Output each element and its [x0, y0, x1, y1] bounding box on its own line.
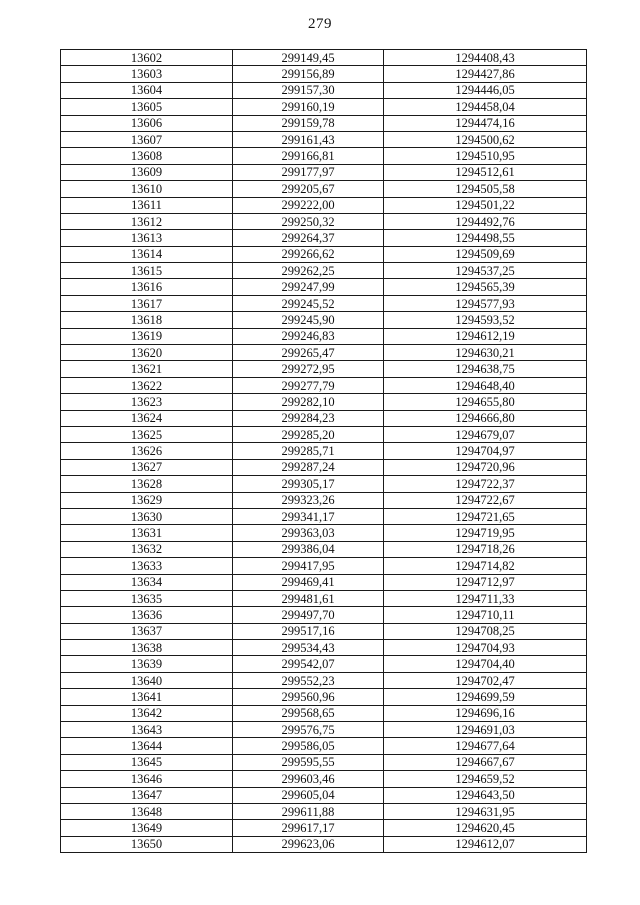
x-coordinate-cell: 299517,16 — [233, 623, 384, 639]
x-coordinate-cell: 299305,17 — [233, 476, 384, 492]
y-coordinate-cell: 1294643,50 — [384, 787, 587, 803]
page-number: 279 — [308, 16, 332, 32]
table-row — [61, 820, 587, 836]
point-number-cell: 13619 — [61, 328, 233, 344]
table-row — [61, 328, 587, 344]
x-coordinate-cell: 299284,23 — [233, 410, 384, 426]
y-coordinate-cell: 1294631,95 — [384, 803, 587, 819]
y-coordinate-cell: 1294722,67 — [384, 492, 587, 508]
table-row — [61, 197, 587, 213]
coordinates-table — [60, 49, 587, 853]
y-coordinate-cell: 1294630,21 — [384, 345, 587, 361]
x-coordinate-cell: 299250,32 — [233, 213, 384, 229]
x-coordinate-cell: 299157,30 — [233, 82, 384, 98]
x-coordinate-cell: 299160,19 — [233, 99, 384, 115]
table-row — [61, 50, 587, 66]
table-row — [61, 345, 587, 361]
table-row — [61, 361, 587, 377]
table-row — [61, 525, 587, 541]
point-number-cell: 13620 — [61, 345, 233, 361]
y-coordinate-cell: 1294648,40 — [384, 377, 587, 393]
y-coordinate-cell: 1294711,33 — [384, 590, 587, 606]
x-coordinate-cell: 299287,24 — [233, 459, 384, 475]
point-number-cell: 13612 — [61, 213, 233, 229]
x-coordinate-cell: 299247,99 — [233, 279, 384, 295]
x-coordinate-cell: 299623,06 — [233, 836, 384, 852]
table-row — [61, 803, 587, 819]
x-coordinate-cell: 299272,95 — [233, 361, 384, 377]
point-number-cell: 13639 — [61, 656, 233, 672]
table-row — [61, 558, 587, 574]
x-coordinate-cell: 299264,37 — [233, 230, 384, 246]
x-coordinate-cell: 299386,04 — [233, 541, 384, 557]
y-coordinate-cell: 1294677,64 — [384, 738, 587, 754]
coordinates-table-body — [61, 50, 587, 853]
y-coordinate-cell: 1294501,22 — [384, 197, 587, 213]
y-coordinate-cell: 1294696,16 — [384, 705, 587, 721]
y-coordinate-cell: 1294659,52 — [384, 771, 587, 787]
x-coordinate-cell: 299568,65 — [233, 705, 384, 721]
table-row — [61, 66, 587, 82]
table-row — [61, 99, 587, 115]
point-number-cell: 13614 — [61, 246, 233, 262]
point-number-cell: 13608 — [61, 148, 233, 164]
table-row — [61, 377, 587, 393]
point-number-cell: 13606 — [61, 115, 233, 131]
x-coordinate-cell: 299341,17 — [233, 508, 384, 524]
point-number-cell: 13642 — [61, 705, 233, 721]
point-number-cell: 13603 — [61, 66, 233, 82]
table-row — [61, 410, 587, 426]
x-coordinate-cell: 299552,23 — [233, 672, 384, 688]
y-coordinate-cell: 1294708,25 — [384, 623, 587, 639]
x-coordinate-cell: 299285,20 — [233, 426, 384, 442]
point-number-cell: 13646 — [61, 771, 233, 787]
point-number-cell: 13636 — [61, 607, 233, 623]
x-coordinate-cell: 299282,10 — [233, 394, 384, 410]
table-row — [61, 115, 587, 131]
point-number-cell: 13644 — [61, 738, 233, 754]
table-row — [61, 181, 587, 197]
point-number-cell: 13640 — [61, 672, 233, 688]
x-coordinate-cell: 299205,67 — [233, 181, 384, 197]
table-row — [61, 246, 587, 262]
table-row — [61, 623, 587, 639]
point-number-cell: 13645 — [61, 754, 233, 770]
point-number-cell: 13624 — [61, 410, 233, 426]
x-coordinate-cell: 299161,43 — [233, 131, 384, 147]
x-coordinate-cell: 299363,03 — [233, 525, 384, 541]
x-coordinate-cell: 299262,25 — [233, 263, 384, 279]
table-row — [61, 640, 587, 656]
table-row — [61, 82, 587, 98]
y-coordinate-cell: 1294408,43 — [384, 50, 587, 66]
y-coordinate-cell: 1294565,39 — [384, 279, 587, 295]
y-coordinate-cell: 1294720,96 — [384, 459, 587, 475]
point-number-cell: 13627 — [61, 459, 233, 475]
table-row — [61, 672, 587, 688]
point-number-cell: 13631 — [61, 525, 233, 541]
table-row — [61, 787, 587, 803]
table-row — [61, 492, 587, 508]
y-coordinate-cell: 1294710,11 — [384, 607, 587, 623]
table-row — [61, 607, 587, 623]
point-number-cell: 13628 — [61, 476, 233, 492]
y-coordinate-cell: 1294714,82 — [384, 558, 587, 574]
x-coordinate-cell: 299323,26 — [233, 492, 384, 508]
table-row — [61, 722, 587, 738]
x-coordinate-cell: 299222,00 — [233, 197, 384, 213]
y-coordinate-cell: 1294691,03 — [384, 722, 587, 738]
point-number-cell: 13629 — [61, 492, 233, 508]
y-coordinate-cell: 1294500,62 — [384, 131, 587, 147]
y-coordinate-cell: 1294699,59 — [384, 689, 587, 705]
x-coordinate-cell: 299481,61 — [233, 590, 384, 606]
y-coordinate-cell: 1294446,05 — [384, 82, 587, 98]
point-number-cell: 13643 — [61, 722, 233, 738]
x-coordinate-cell: 299542,07 — [233, 656, 384, 672]
point-number-cell: 13626 — [61, 443, 233, 459]
y-coordinate-cell: 1294704,40 — [384, 656, 587, 672]
y-coordinate-cell: 1294719,95 — [384, 525, 587, 541]
table-row — [61, 263, 587, 279]
point-number-cell: 13635 — [61, 590, 233, 606]
table-row — [61, 459, 587, 475]
table-row — [61, 213, 587, 229]
point-number-cell: 13622 — [61, 377, 233, 393]
point-number-cell: 13618 — [61, 312, 233, 328]
y-coordinate-cell: 1294474,16 — [384, 115, 587, 131]
point-number-cell: 13632 — [61, 541, 233, 557]
point-number-cell: 13605 — [61, 99, 233, 115]
point-number-cell: 13607 — [61, 131, 233, 147]
y-coordinate-cell: 1294509,69 — [384, 246, 587, 262]
point-number-cell: 13621 — [61, 361, 233, 377]
table-row — [61, 574, 587, 590]
x-coordinate-cell: 299605,04 — [233, 787, 384, 803]
y-coordinate-cell: 1294512,61 — [384, 164, 587, 180]
y-coordinate-cell: 1294704,93 — [384, 640, 587, 656]
x-coordinate-cell: 299534,43 — [233, 640, 384, 656]
table-row — [61, 754, 587, 770]
point-number-cell: 13650 — [61, 836, 233, 852]
x-coordinate-cell: 299177,97 — [233, 164, 384, 180]
point-number-cell: 13617 — [61, 295, 233, 311]
x-coordinate-cell: 299245,90 — [233, 312, 384, 328]
point-number-cell: 13630 — [61, 508, 233, 524]
point-number-cell: 13634 — [61, 574, 233, 590]
point-number-cell: 13641 — [61, 689, 233, 705]
table-row — [61, 164, 587, 180]
point-number-cell: 13623 — [61, 394, 233, 410]
y-coordinate-cell: 1294492,76 — [384, 213, 587, 229]
x-coordinate-cell: 299617,17 — [233, 820, 384, 836]
y-coordinate-cell: 1294612,19 — [384, 328, 587, 344]
x-coordinate-cell: 299265,47 — [233, 345, 384, 361]
table-row — [61, 312, 587, 328]
y-coordinate-cell: 1294655,80 — [384, 394, 587, 410]
y-coordinate-cell: 1294666,80 — [384, 410, 587, 426]
y-coordinate-cell: 1294718,26 — [384, 541, 587, 557]
y-coordinate-cell: 1294620,45 — [384, 820, 587, 836]
x-coordinate-cell: 299576,75 — [233, 722, 384, 738]
x-coordinate-cell: 299149,45 — [233, 50, 384, 66]
table-row — [61, 771, 587, 787]
point-number-cell: 13616 — [61, 279, 233, 295]
x-coordinate-cell: 299611,88 — [233, 803, 384, 819]
table-row — [61, 131, 587, 147]
table-row — [61, 476, 587, 492]
x-coordinate-cell: 299595,55 — [233, 754, 384, 770]
point-number-cell: 13647 — [61, 787, 233, 803]
point-number-cell: 13633 — [61, 558, 233, 574]
table-row — [61, 836, 587, 852]
table-row — [61, 656, 587, 672]
x-coordinate-cell: 299285,71 — [233, 443, 384, 459]
x-coordinate-cell: 299469,41 — [233, 574, 384, 590]
y-coordinate-cell: 1294505,58 — [384, 181, 587, 197]
y-coordinate-cell: 1294722,37 — [384, 476, 587, 492]
y-coordinate-cell: 1294638,75 — [384, 361, 587, 377]
table-row — [61, 705, 587, 721]
point-number-cell: 13625 — [61, 426, 233, 442]
y-coordinate-cell: 1294458,04 — [384, 99, 587, 115]
x-coordinate-cell: 299159,78 — [233, 115, 384, 131]
point-number-cell: 13602 — [61, 50, 233, 66]
y-coordinate-cell: 1294537,25 — [384, 263, 587, 279]
point-number-cell: 13604 — [61, 82, 233, 98]
x-coordinate-cell: 299497,70 — [233, 607, 384, 623]
point-number-cell: 13609 — [61, 164, 233, 180]
x-coordinate-cell: 299156,89 — [233, 66, 384, 82]
table-row — [61, 279, 587, 295]
y-coordinate-cell: 1294679,07 — [384, 426, 587, 442]
y-coordinate-cell: 1294721,65 — [384, 508, 587, 524]
x-coordinate-cell: 299586,05 — [233, 738, 384, 754]
point-number-cell: 13637 — [61, 623, 233, 639]
x-coordinate-cell: 299266,62 — [233, 246, 384, 262]
table-row — [61, 443, 587, 459]
y-coordinate-cell: 1294702,47 — [384, 672, 587, 688]
x-coordinate-cell: 299166,81 — [233, 148, 384, 164]
y-coordinate-cell: 1294612,07 — [384, 836, 587, 852]
y-coordinate-cell: 1294510,95 — [384, 148, 587, 164]
table-row — [61, 394, 587, 410]
table-row — [61, 738, 587, 754]
y-coordinate-cell: 1294667,67 — [384, 754, 587, 770]
y-coordinate-cell: 1294498,55 — [384, 230, 587, 246]
point-number-cell: 13611 — [61, 197, 233, 213]
point-number-cell: 13648 — [61, 803, 233, 819]
x-coordinate-cell: 299246,83 — [233, 328, 384, 344]
y-coordinate-cell: 1294427,86 — [384, 66, 587, 82]
x-coordinate-cell: 299603,46 — [233, 771, 384, 787]
point-number-cell: 13615 — [61, 263, 233, 279]
point-number-cell: 13638 — [61, 640, 233, 656]
x-coordinate-cell: 299560,96 — [233, 689, 384, 705]
table-row — [61, 426, 587, 442]
point-number-cell: 13610 — [61, 181, 233, 197]
y-coordinate-cell: 1294577,93 — [384, 295, 587, 311]
x-coordinate-cell: 299277,79 — [233, 377, 384, 393]
point-number-cell: 13649 — [61, 820, 233, 836]
y-coordinate-cell: 1294704,97 — [384, 443, 587, 459]
point-number-cell: 13613 — [61, 230, 233, 246]
table-row — [61, 590, 587, 606]
y-coordinate-cell: 1294593,52 — [384, 312, 587, 328]
table-row — [61, 295, 587, 311]
table-row — [61, 541, 587, 557]
table-row — [61, 689, 587, 705]
table-row — [61, 230, 587, 246]
table-row — [61, 508, 587, 524]
y-coordinate-cell: 1294712,97 — [384, 574, 587, 590]
x-coordinate-cell: 299245,52 — [233, 295, 384, 311]
table-row — [61, 148, 587, 164]
x-coordinate-cell: 299417,95 — [233, 558, 384, 574]
